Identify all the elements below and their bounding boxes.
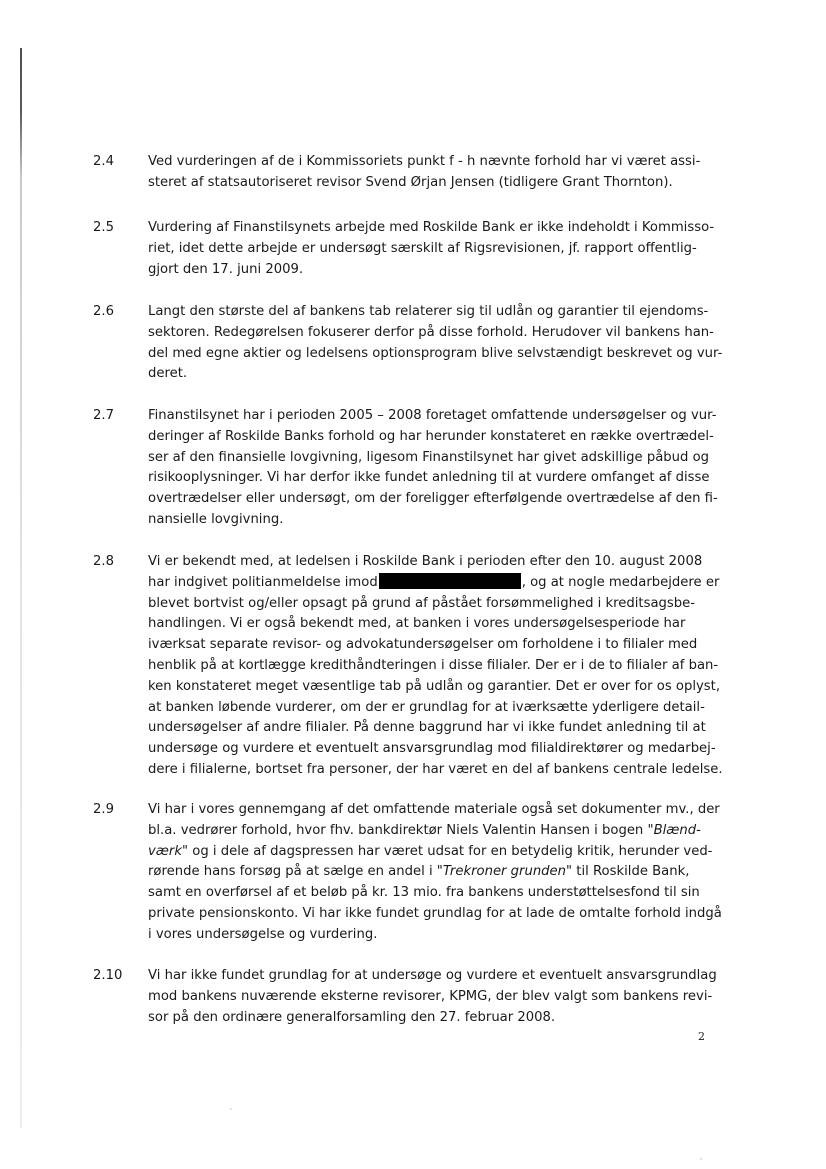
text-line: at banken løbende vurderer, om der er grundlag for at iværksætte yderligere detail- — [148, 699, 705, 715]
book-title-fragment: Blænd- — [653, 822, 701, 838]
text-line-with-redaction — [148, 573, 718, 594]
text-line: del med egne aktier og ledelsens optionsprogram blive selvstændigt beskrevet og vur- — [148, 345, 723, 361]
text-line: samt en overførsel af et beløb på kr. 13 mio. fra bankens understøttelsesfond til sin — [148, 885, 700, 901]
text-line: blevet bortvist og/eller opsagt på grund af påstået forsømmelighed i kreditsagsbe- — [148, 595, 696, 611]
text-line: Vi har ikke fundet grundlag for at undersøge og vurdere et eventuelt ansvarsgrundlag — [148, 968, 717, 983]
text-line: handlingen. Vi er også bekendt med, at banken i vores undersøgelsesperiode har — [148, 616, 686, 632]
book-title-fragment: værk — [148, 843, 182, 859]
text-line: ken konstateret meget væsentlige tab på udlån og garantier. Det er over for os oplyst, — [148, 678, 721, 694]
section-text — [148, 302, 723, 385]
text-fragment: bl.a. vedrører forhold, hvor fhv. bankdirektør Niels Valentin Hansen i bogen " — [148, 822, 654, 838]
text-line: Finanstilsynet har i perioden 2005 – 2008 foretaget omfattende undersøgelser og vur- — [148, 408, 717, 423]
section-number: 2.9 — [93, 802, 114, 817]
text-fragment: " og i dele af dagspressen har været udsat for en betydelig kritik, herunder ved- — [182, 843, 713, 859]
section-text — [148, 552, 723, 781]
property-name-italic: Trekroner grunden — [442, 864, 567, 880]
scan-edge-artifact — [20, 48, 22, 1128]
text-line: dere i filialerne, bortset fra personer, der har været en del af bankens centrale ledelse. — [148, 761, 723, 777]
section-text — [148, 966, 718, 1028]
section-text — [148, 218, 718, 280]
section-text — [148, 406, 718, 531]
text-line: sor på den ordinære generalforsamling den 27. februar 2008. — [148, 1009, 556, 1025]
text-line: undersøge og vurdere et eventuelt ansvarsgrundlag mod filialdirektører og medarbej- — [148, 741, 716, 757]
text-line: iværksat separate revisor- og advokatundersøgelser om forholdene i to filialer med — [148, 637, 698, 653]
text-line: Langt den største del af bankens tab relaterer sig til udlån og garantier til ejendoms- — [148, 304, 709, 319]
text-line: sektoren. Redegørelsen fokuserer derfor på disse forhold. Herudover vil bankens han- — [148, 324, 714, 340]
redaction-box — [379, 573, 521, 589]
section-number: 2.4 — [93, 154, 114, 169]
text-line: steret af statsautoriseret revisor Svend Ørjan Jensen (tidligere Grant Thornton). — [148, 174, 673, 190]
text-fragment: " til Roskilde Bank, — [566, 864, 690, 880]
text-line: undersøgelser af andre filialer. På denne baggrund har vi ikke fundet anledning til at — [148, 720, 706, 736]
section-number: 2.10 — [93, 968, 123, 983]
section-number: 2.8 — [93, 554, 114, 569]
text-fragment: , og at nogle medarbejdere er — [521, 574, 720, 590]
scan-speck — [230, 1108, 232, 1110]
text-line: Ved vurderingen af de i Kommissoriets punkt f - h nævnte forhold har vi været assi- — [148, 154, 701, 169]
section-text — [148, 152, 718, 194]
text-line — [148, 842, 718, 863]
section-number: 2.6 — [93, 304, 114, 319]
scan-speck — [700, 1158, 702, 1160]
text-line: private pensionskonto. Vi har ikke fundet grundlag for at lade de omtalte forhold indgå — [148, 905, 722, 921]
text-line: i vores undersøgelse og vurdering. — [148, 926, 378, 942]
text-line: henblik på at kortlægge kredithåndteringen i disse filialer. Der er i de to filialer af ban- — [148, 657, 719, 673]
text-line: deret. — [148, 366, 188, 382]
text-line: Vi er bekendt med, at ledelsen i Roskilde Bank i perioden efter den 10. august 2008 — [148, 554, 703, 569]
text-fragment: har indgivet politianmeldelse imod — [148, 574, 378, 590]
text-line: Vi har i vores gennemgang af det omfattende materiale også set dokumenter mv., der — [148, 802, 720, 817]
section-text — [148, 800, 722, 946]
text-line: mod bankens nuværende eksterne revisorer, KPMG, der blev valgt som bankens revi- — [148, 988, 713, 1004]
text-line: deringer af Roskilde Banks forhold og har herunder konstateret en række overtrædel- — [148, 428, 714, 444]
text-line: gjort den 17. juni 2009. — [148, 261, 304, 277]
text-line — [148, 821, 718, 842]
text-line — [148, 862, 718, 883]
text-line: risikooplysninger. Vi har derfor ikke fundet anledning til at vurdere omfanget af disse — [148, 470, 710, 486]
text-line: nansielle lovgivning. — [148, 511, 284, 527]
text-line: Vurdering af Finanstilsynets arbejde med Roskilde Bank er ikke indeholdt i Kommisso- — [148, 220, 715, 235]
text-line: riet, idet dette arbejde er undersøgt særskilt af Rigsrevisionen, jf. rapport offentlig- — [148, 240, 697, 256]
text-line: overtrædelser eller undersøgt, om der foreligger efterfølgende overtrædelse af den fi- — [148, 491, 718, 507]
text-fragment: rørende hans forsøg på at sælge en andel i " — [148, 864, 443, 880]
page-number: 2 — [698, 1030, 705, 1043]
text-line: ser af den finansielle lovgivning, ligesom Finanstilsynet har givet adskillige påbud og — [148, 449, 710, 465]
section-number: 2.5 — [93, 220, 114, 235]
section-number: 2.7 — [93, 408, 114, 423]
